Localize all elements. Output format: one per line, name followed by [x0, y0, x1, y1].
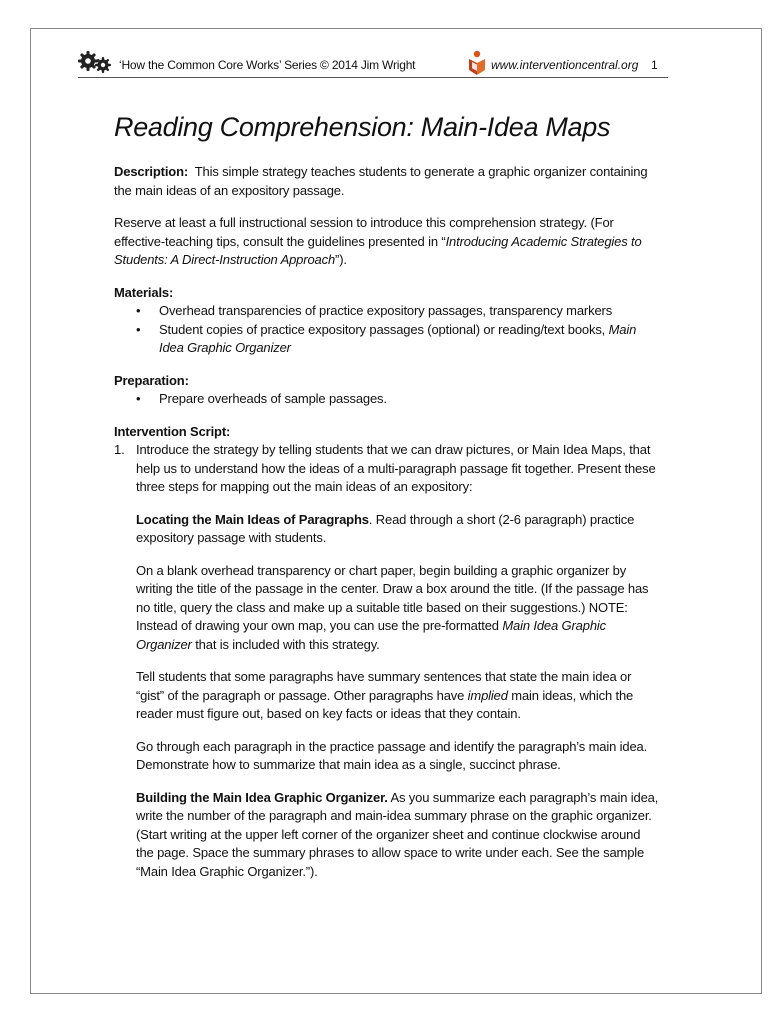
go-paragraph	[114, 738, 659, 775]
reserve-text: Reserve at least a full instructional session to introduce this comprehension strategy. (For effective-teaching tips, consult the guidelines presented in “	[114, 215, 614, 249]
materials-list	[114, 302, 659, 358]
script-step-1	[114, 441, 659, 497]
reserve-end: ”).	[335, 252, 347, 267]
materials-heading: Materials:	[114, 284, 174, 300]
description-label: Description:	[114, 164, 189, 179]
bullet: •	[136, 391, 141, 406]
tell-paragraph	[114, 668, 659, 724]
reserve-reference: Introducing Academic Strategies to Students: A Direct-Instruction Approach	[114, 233, 642, 267]
locating-paragraph	[114, 511, 659, 548]
list-item	[114, 390, 659, 409]
blank-text: On a blank overhead transparency or chart paper, begin building a graphic organizer by writing the title of the passage in the center. Draw a box around the title. (If the passage has no title, query the class and make up a suitable title based on their suggestions.) NOTE: Instead of drawing your own map, you can use the pre-formatted	[136, 562, 649, 633]
reserve-paragraph	[114, 214, 659, 270]
page-number: 1	[651, 58, 658, 72]
locating-text: . Read through a short (2-6 paragraph) practice expository passage with students.	[136, 511, 635, 545]
tell-text-2: main ideas, which the reader must figure out, based on key facts or ideas that they contain.	[136, 687, 634, 721]
preparation-list	[114, 390, 659, 409]
preparation-heading: Preparation:	[114, 372, 189, 388]
go-text: Go through each paragraph in the practice passage and identify the paragraph’s main idea. Demonstrate how to summarize that main idea as a single, succinct phrase.	[136, 738, 648, 772]
materials-item-2-text: Student copies of practice expository passages (optional) or reading/text books,	[159, 321, 609, 337]
tell-em: implied	[467, 687, 508, 703]
list-item	[114, 302, 659, 321]
header-url[interactable]: www.interventioncentral.org	[491, 58, 639, 72]
blank-paragraph	[114, 562, 659, 655]
building-label: Building the Main Idea Graphic Organizer.	[136, 789, 388, 805]
description-paragraph	[114, 163, 659, 200]
blank-em: Main Idea Graphic Organizer	[136, 618, 606, 652]
blank-end: that is included with this strategy.	[191, 636, 380, 652]
page-header	[78, 50, 668, 78]
materials-item-2-em: Main Idea Graphic Organizer	[159, 321, 637, 355]
building-text: As you summarize each paragraph’s main idea, write the number of the paragraph and main-idea summary phrase on the graphic organizer. (Start writing at the upper left corner of the organizer sheet and continue clockwise around the page. Space the summary phrases to allow space to write under each. See the sample “Main Idea Graphic Organizer.”).	[136, 789, 659, 879]
bullet: •	[136, 303, 141, 318]
building-paragraph	[114, 789, 659, 882]
header-series-text: ‘How the Common Core Works’ Series © 2014 Jim Wright	[119, 58, 416, 72]
bullet: •	[136, 321, 141, 337]
list-item	[114, 321, 659, 358]
intervention-central-logo	[467, 50, 487, 76]
document-body	[114, 112, 659, 895]
description-text: This simple strategy teaches students to generate a graphic organizer containing the main ideas of an expository passage.	[114, 164, 648, 198]
step-1-text: Introduce the strategy by telling students that we can draw pictures, or Main Idea Maps, that help us to understand how the ideas of a multi-paragraph passage fit together. Present these three steps for mapping out the main ideas of an expository:	[136, 442, 656, 494]
locating-label: Locating the Main Ideas of Paragraphs	[136, 511, 369, 527]
materials-item-1: Overhead transparencies of practice expository passages, transparency markers	[159, 303, 613, 318]
page-title: Reading Comprehension: Main-Idea Maps	[114, 112, 611, 142]
preparation-item-1: Prepare overheads of sample passages.	[159, 391, 387, 406]
tell-text-1: Tell students that some paragraphs have summary sentences that state the main idea or “gist” of the paragraph or passage. Other paragraphs have	[136, 669, 632, 703]
header-rule	[78, 77, 668, 78]
step-number: 1.	[114, 442, 125, 457]
gears-icon	[78, 50, 112, 74]
script-heading: Intervention Script:	[114, 423, 231, 439]
